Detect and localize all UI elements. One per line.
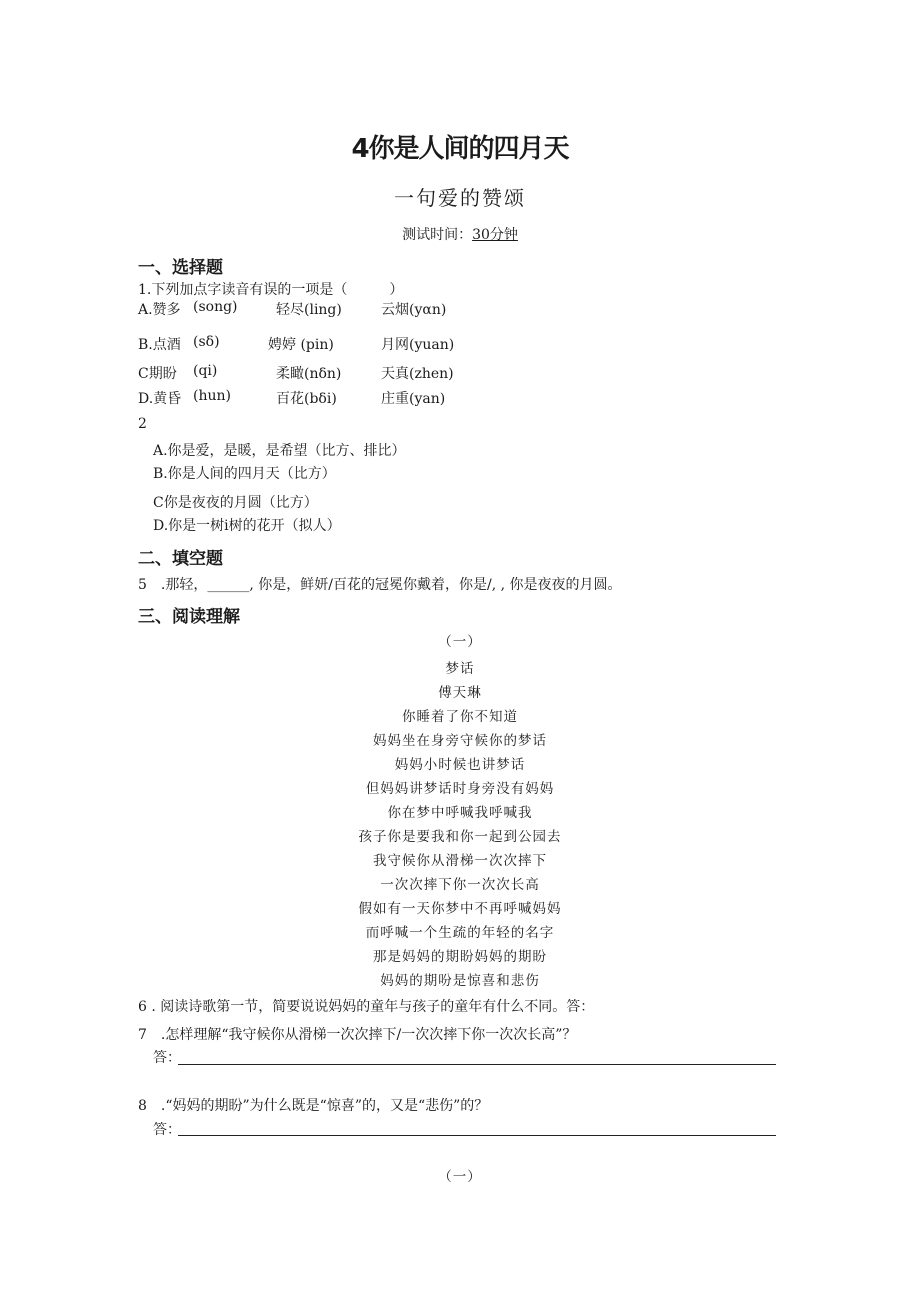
q1-option-d-col2: 百花(bδi) — [276, 391, 337, 407]
q2-option-b: B.你是人间的四月天（比方） — [153, 466, 336, 482]
q8-stem: 8 .“妈妈的期盼”为什么既是“惊喜”的，又是“悲伤”的？ — [138, 1098, 489, 1114]
passage-marker: （一） — [438, 634, 482, 650]
q1-option-a-col1: (song) — [193, 299, 238, 315]
q1-option-b-col2: 娉婷 (pin) — [268, 337, 334, 353]
section-heading-choice: 一、选择题 — [138, 258, 223, 278]
q1-stem: 1.下列加点字读音有误的一项是（ ） — [138, 282, 404, 298]
page-subtitle: 一句爱的赞颂 — [394, 186, 526, 210]
page-title: 4你是人间的四月天 — [351, 134, 569, 164]
footer-marker: （一） — [438, 1169, 482, 1185]
q1-option-a-col3: 云烟(yαn) — [381, 302, 447, 318]
poem-line: 那是妈妈的期盼妈妈的期盼 — [373, 949, 547, 965]
q1-option-b-prefix: B.点酒 — [138, 337, 181, 353]
q1-option-d-prefix: D.黄昏 — [138, 391, 182, 407]
poem-line: 假如有一天你梦中不再呼喊妈妈 — [358, 901, 562, 917]
test-time-value: 30分钟 — [472, 227, 518, 243]
q8-answer-line[interactable] — [178, 1135, 776, 1136]
poem-line: 孩子你是要我和你一起到公园去 — [358, 829, 562, 845]
q6-text: 6 . 阅读诗歌第一节，简要说说妈妈的童年与孩子的童年有什么不同。答： — [138, 999, 595, 1015]
section-heading-reading: 三、阅读理解 — [138, 607, 240, 627]
q5-text: 5 .那轻，______, 你是，鲜妍/百花的冠冕你戴着，你是/, , 你是夜夜的月圆。 — [138, 577, 622, 593]
q8-answer-label: 答： — [153, 1122, 181, 1138]
q1-option-a-col2: 轻尽(ling) — [276, 302, 342, 318]
poem-line: 但妈妈讲梦话时身旁没有妈妈 — [365, 781, 555, 797]
poem-author: 傅天琳 — [438, 685, 482, 701]
poem-line: 妈妈坐在身旁守候你的梦话 — [373, 733, 547, 749]
q1-option-a-prefix: A.赞多 — [138, 302, 181, 318]
q1-option-d-col1: (hun) — [193, 388, 231, 404]
poem-line: 妈妈小时候也讲梦话 — [394, 757, 526, 773]
q1-option-c-prefix: C期盼 — [138, 366, 177, 382]
poem-title: 梦话 — [445, 661, 475, 677]
q1-option-c-col2: 柔瞰(nδn) — [276, 366, 342, 382]
q1-option-c-col1: (qi) — [193, 363, 218, 379]
poem-line: 我守候你从滑梯一次次摔下 — [373, 853, 547, 869]
q7-stem: 7 .怎样理解“我守候你从滑梯一次次摔下/一次次摔下你一次次长高”？ — [138, 1027, 577, 1043]
poem-line: 你在梦中呼喊我呼喊我 — [387, 805, 533, 821]
q2-option-d: D.你是一树i树的花开（拟人） — [153, 518, 341, 534]
q2-option-c: C你是夜夜的月圆（比方） — [153, 495, 318, 511]
q1-option-b-col1: (sδ) — [193, 334, 220, 350]
q1-option-c-col3: 天真(zhen) — [381, 366, 454, 382]
poem-line: 你睡着了你不知道 — [402, 709, 518, 725]
section-heading-fill: 二、填空题 — [138, 549, 223, 569]
poem-line: 妈妈的期吩是惊喜和悲伤 — [380, 973, 540, 989]
q7-answer-line[interactable] — [178, 1064, 776, 1065]
q2-option-a: A.你是爱，是暖，是希望（比方、排比） — [153, 443, 406, 459]
poem-line: 而呼喊一个生疏的年轻的名字 — [365, 925, 555, 941]
poem-line: 一次次摔下你一次次长高 — [380, 877, 540, 893]
test-time — [0, 224, 920, 244]
q1-option-d-col3: 庄重(yan) — [381, 391, 446, 407]
q1-option-b-col3: 月网(yuan) — [381, 337, 455, 353]
q7-answer-label: 答： — [153, 1050, 181, 1066]
q2-number: 2 — [138, 416, 147, 432]
test-time-label: 测试时间： — [402, 227, 473, 243]
